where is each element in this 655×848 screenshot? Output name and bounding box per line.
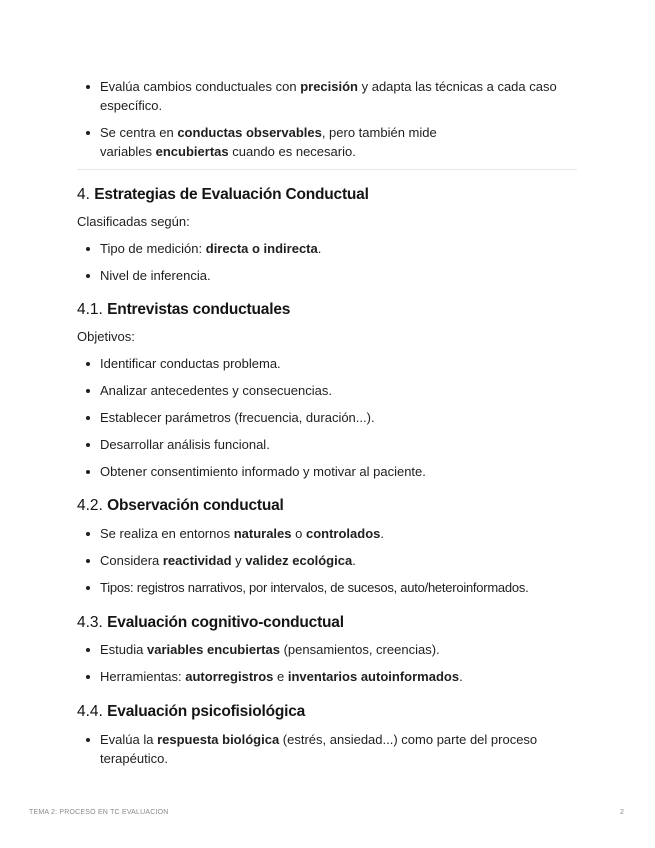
section-heading-4-1	[77, 300, 290, 320]
text: .	[317, 241, 322, 256]
section-number: 4.3.	[77, 614, 103, 631]
section-title: Evaluación psicofisiológica	[107, 703, 306, 720]
list-item	[77, 551, 577, 570]
section-title: Observación conductual	[107, 497, 284, 514]
section-4-list	[77, 239, 577, 285]
bold-text: precisión	[300, 79, 358, 94]
text: Estudia	[100, 642, 147, 657]
intro-list	[77, 77, 577, 161]
text: Considera	[100, 553, 163, 568]
section-heading-4-3	[77, 613, 344, 633]
section-4-1-list	[77, 354, 577, 481]
text: Se realiza en entornos	[100, 526, 234, 541]
section-number: 4.4.	[77, 703, 103, 720]
list-item	[77, 640, 577, 659]
text: Evalúa la	[100, 732, 158, 747]
text: Nivel de inferencia.	[100, 268, 211, 283]
text: , pero también mide variables	[100, 125, 437, 159]
list-item	[77, 266, 577, 285]
text: Evalúa cambios conductuales con	[100, 79, 301, 94]
section-intro: Objetivos:	[77, 329, 135, 344]
list-item	[77, 578, 577, 597]
bold-text: variables encubiertas	[146, 642, 280, 657]
section-title: Entrevistas conductuales	[107, 301, 291, 318]
section-4-2-list	[77, 524, 577, 597]
section-title: Evaluación cognitivo-conductual	[107, 614, 344, 631]
list-item	[77, 524, 577, 543]
text: Herramientas:	[100, 669, 186, 684]
list-item	[77, 77, 577, 115]
text: (pensamientos, creencias).	[279, 642, 440, 657]
section-intro: Clasificadas según:	[77, 214, 190, 229]
list-item	[77, 730, 577, 768]
bold-text: controlados	[305, 526, 381, 541]
section-heading-4-4	[77, 702, 305, 722]
list-item: Desarrollar análisis funcional.	[77, 435, 577, 454]
text: Tipo de medición:	[100, 241, 206, 256]
section-title: Estrategias de Evaluación Conductual	[94, 186, 369, 203]
section-number: 4.2.	[77, 497, 103, 514]
section-4-3-list	[77, 640, 577, 686]
section-number: 4.1.	[77, 301, 103, 318]
bold-text: reactividad	[162, 553, 232, 568]
page-number: 2	[620, 809, 624, 816]
bold-text: encubiertas	[155, 144, 229, 159]
bold-text: conductas observables	[177, 125, 322, 140]
list-item: Identificar conductas problema.	[77, 354, 577, 373]
text: y	[231, 553, 246, 568]
bold-text: validez ecológica	[245, 553, 353, 568]
text: Tipos: registros narrativos, por intervalos, de sucesos, auto/heteroinformados.	[100, 580, 529, 595]
bold-text: autorregistros	[185, 669, 274, 684]
list-item	[77, 123, 460, 161]
text: (estrés, ansiedad...) como parte del proceso terapéutico.	[100, 732, 538, 766]
list-item: Establecer parámetros (frecuencia, duración...).	[77, 408, 577, 427]
list-item: Analizar antecedentes y consecuencias.	[77, 381, 577, 400]
text: Se centra en	[100, 125, 178, 140]
footer-title: TEMA 2: PROCESO EN TC EVALUACION	[29, 809, 169, 816]
section-heading-4	[77, 185, 369, 205]
section-heading-4-2	[77, 496, 284, 516]
section-number: 4.	[77, 186, 90, 203]
bold-text: naturales	[233, 526, 292, 541]
text: .	[380, 526, 385, 541]
bold-text: respuesta biológica	[157, 732, 280, 747]
text: .	[459, 669, 463, 684]
text: o	[291, 526, 306, 541]
text: .	[352, 553, 356, 568]
section-divider	[77, 169, 577, 170]
list-item: Obtener consentimiento informado y motivar al paciente.	[77, 462, 577, 481]
text: e	[273, 669, 288, 684]
text: y adapta las técnicas a cada caso específico.	[100, 79, 557, 113]
list-item	[77, 667, 577, 686]
bold-text: inventarios autoinformados	[287, 669, 460, 684]
list-item	[77, 239, 577, 258]
text: cuando es necesario.	[228, 144, 356, 159]
section-4-4-list	[77, 730, 577, 768]
bold-text: directa o indirecta	[205, 241, 318, 256]
